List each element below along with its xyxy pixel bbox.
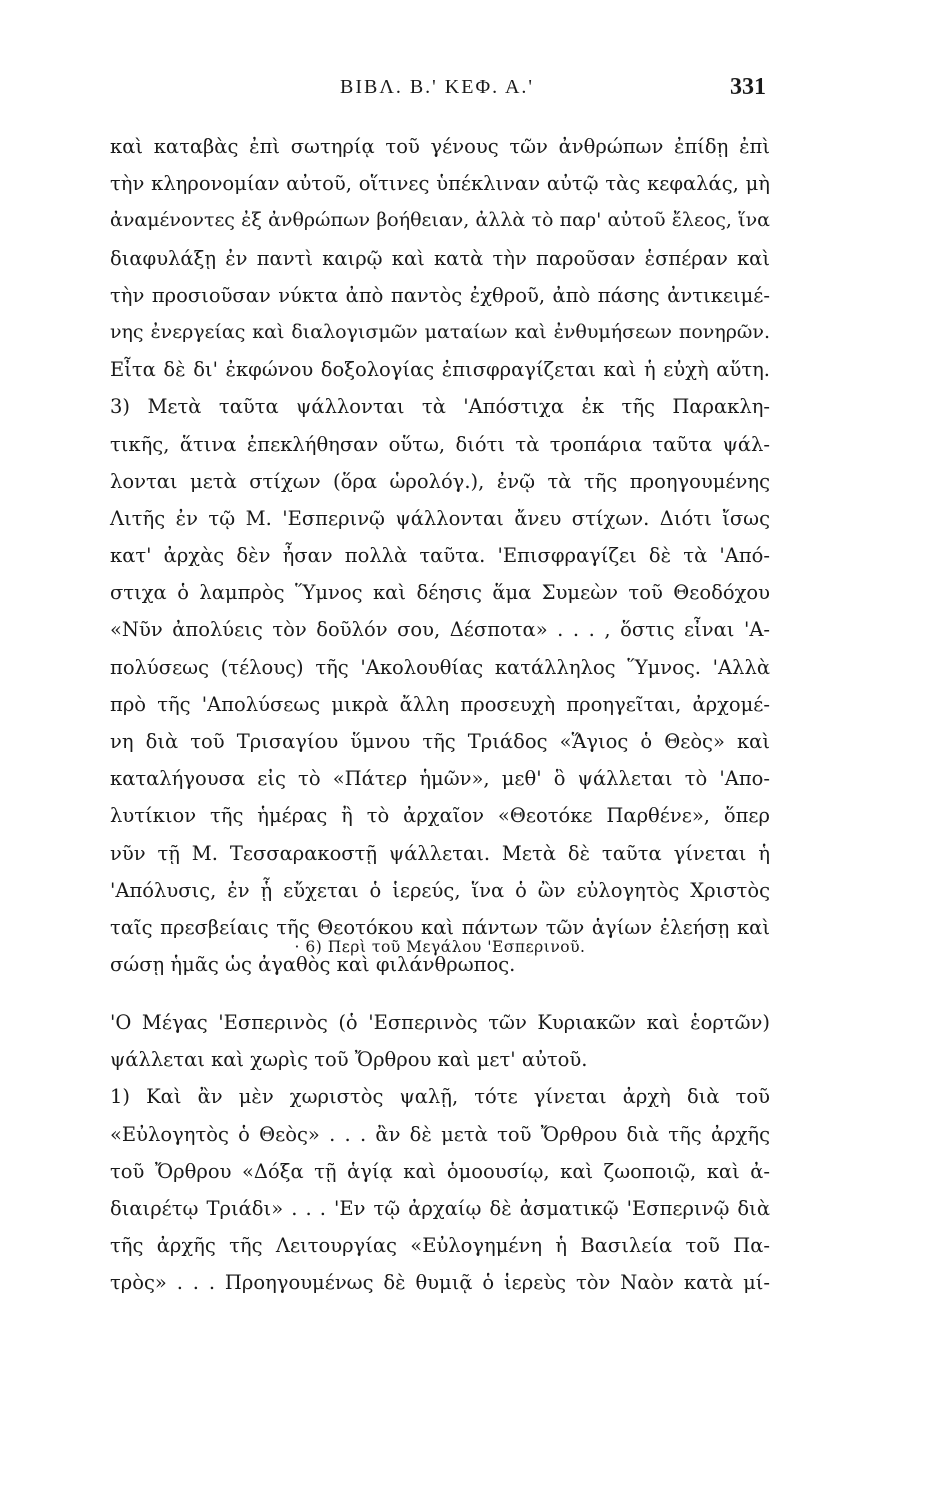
text-line: νης ἐνεργείας καὶ διαλογισμῶν ματαίων καὶ ἐνθυμήσεων πονηρῶν. [110, 320, 770, 343]
text-line: ταῖς πρεσβείαις τῆς Θεοτόκου καὶ πάντων τῶν ἁγίων ἐλεήσῃ καὶ [110, 915, 770, 939]
text-line: ἀναμένοντες ἐξ ἀνθρώπων βοήθειαν, ἀλλὰ τὸ παρ' αὐτοῦ ἔλεος, ἵνα [110, 209, 770, 232]
text-line: 3) Μετὰ ταῦτα ψάλλονται τὰ 'Απόστιχα ἐκ τῆς Παρακλη- [110, 395, 770, 419]
text-line: τῆς ἀρχῆς τῆς Λειτουργίας «Εὐλογημένη ἡ Βασιλεία τοῦ Πα- [110, 1234, 770, 1258]
text-line: 'Απόλυσις, ἐν ᾗ εὔχεται ὁ ἱερεύς, ἵνα ὁ ὢν εὐλογητὸς Χριστὸς [110, 878, 770, 902]
text-line: Λιτῆς ἐν τῷ Μ. 'Εσπερινῷ ψάλλονται ἄνευ στίχων. Διότι ἴσως [110, 506, 770, 530]
text-line: «Εὐλογητὸς ὁ Θεὸς» . . . ἂν δὲ μετὰ τοῦ Ὄρθρου διὰ τῆς ἀρχῆς [110, 1122, 770, 1146]
text-line: «Νῦν ἀπολύεις τὸν δοῦλόν σου, Δέσποτα» . . . , ὅστις εἶναι 'Α- [110, 618, 770, 642]
running-head [110, 76, 770, 106]
text-line: τὴν κληρονομίαν αὐτοῦ, οἵτινες ὑπέκλιναν αὐτῷ τὰς κεφαλάς, μὴ [110, 172, 770, 196]
text-line: Εἶτα δὲ δι' ἐκφώνου δοξολογίας ἐπισφραγίζεται καὶ ἡ εὐχὴ αὕτη. [110, 358, 770, 382]
text-line: διαιρέτῳ Τριάδι» . . . 'Εν τῷ ἀρχαίῳ δὲ ἀσματικῷ 'Εσπερινῷ διὰ [110, 1196, 770, 1220]
text-line: λονται μετὰ στίχων (ὅρα ὡρολόγ.), ἐνῷ τὰ τῆς προηγουμένης [110, 469, 770, 493]
text-line: ψάλλεται καὶ χωρὶς τοῦ Ὄρθρου καὶ μετ' αὐτοῦ. [110, 1048, 588, 1072]
running-title: ΒΙΒΛ. Β.' ΚΕΦ. Α.' [340, 76, 535, 98]
text-line: νῦν τῇ Μ. Τεσσαρακοστῇ ψάλλεται. Μετὰ δὲ ταῦτα γίνεται ἡ [110, 841, 770, 865]
text-line: τρὸς» . . . Προηγουμένως δὲ θυμιᾷ ὁ ἱερεὺς τὸν Ναὸν κατὰ μί- [110, 1271, 770, 1295]
text-line: πολύσεως (τέλους) τῆς 'Ακολουθίας κατάλληλος Ὕμνος. 'Αλλὰ [110, 655, 770, 679]
text-line: τοῦ Ὄρθρου «Δόξα τῇ ἁγίᾳ καὶ ὁμοουσίῳ, καὶ ζωοποιῷ, καὶ ἀ- [110, 1159, 770, 1183]
text-line: νη διὰ τοῦ Τρισαγίου ὕμνου τῆς Τριάδος «Ἅγιος ὁ Θεὸς» καὶ [110, 730, 770, 753]
text-line: σώσῃ ἡμᾶς ὡς ἀγαθὸς καὶ φιλάνθρωπος. [110, 953, 516, 977]
text-line: πρὸ τῆς 'Απολύσεως μικρὰ ἄλλη προσευχὴ προηγεῖται, ἀρχομέ- [110, 692, 770, 716]
text-line: λυτίκιον τῆς ἡμέρας ἢ τὸ ἀρχαῖον «Θεοτόκε Παρθένε», ὅπερ [110, 804, 770, 828]
paragraph-a [110, 128, 770, 983]
text-line: καταλήγουσα εἰς τὸ «Πάτερ ἡμῶν», μεθ' ὃ ψάλλεται τὸ 'Απο- [110, 767, 770, 791]
text-line: καὶ καταβὰς ἐπὶ σωτηρίᾳ τοῦ γένους τῶν ἀνθρώπων ἐπίδῃ ἐπὶ [110, 135, 770, 158]
text-line: τὴν προσιοῦσαν νύκτα ἀπὸ παντὸς ἐχθροῦ, ἀπὸ πάσης ἀντικειμέ- [110, 283, 770, 307]
text-line: τικῆς, ἅτινα ἐπεκλήθησαν οὕτω, διότι τὰ τροπάρια ταῦτα ψάλ- [110, 432, 770, 456]
text-line: 1) Καὶ ἂν μὲν χωριστὸς ψαλῇ, τότε γίνεται ἀρχὴ διὰ τοῦ [110, 1085, 770, 1109]
text-line: 'Ο Μέγας 'Εσπερινὸς (ὁ 'Εσπερινὸς τῶν Κυριακῶν καὶ ἑορτῶν) [110, 1011, 770, 1034]
text-line: στιχα ὁ λαμπρὸς Ὕμνος καὶ δέησις ἅμα Συμεὼν τοῦ Θεοδόχου [110, 581, 770, 605]
text-line: διαφυλάξῃ ἐν παντὶ καιρῷ καὶ κατὰ τὴν παροῦσαν ἑσπέραν καὶ [110, 246, 770, 270]
section-heading: · 6) Περὶ τοῦ Μεγάλου 'Εσπερινοῦ. [294, 938, 586, 956]
paragraph-b [110, 1004, 770, 1302]
page-number: 331 [730, 74, 766, 100]
text-line: κατ' ἀρχὰς δὲν ἦσαν πολλὰ ταῦτα. 'Επισφραγίζει δὲ τὰ 'Από- [110, 544, 770, 568]
